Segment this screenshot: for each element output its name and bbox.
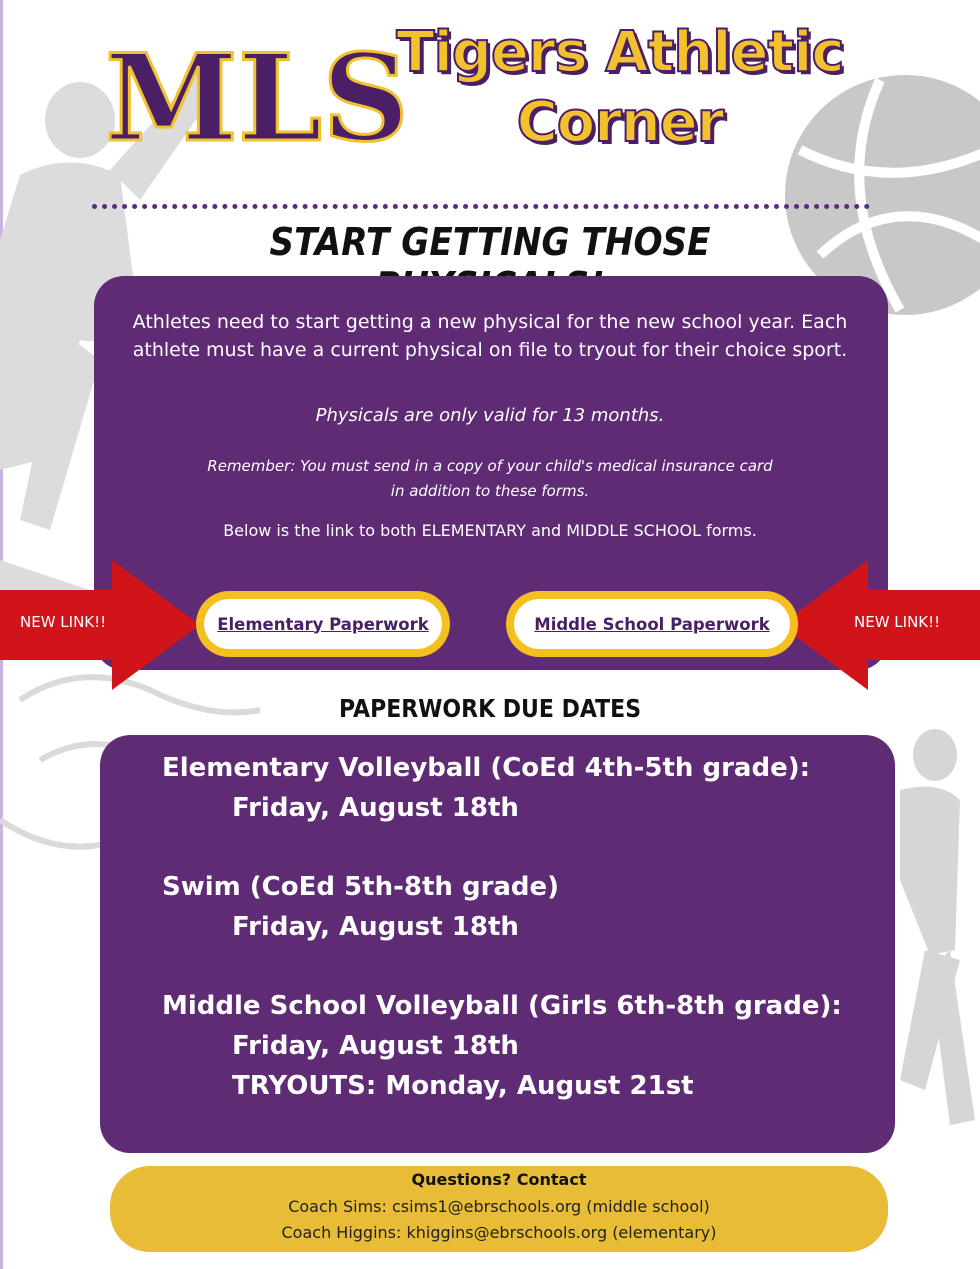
logo-text: MLS (105, 28, 409, 169)
due-dates-heading: PAPERWORK DUE DATES (338, 694, 642, 723)
info-paragraph-2: Physicals are only valid for 13 months. (315, 405, 665, 426)
page-title (370, 18, 870, 158)
middle-school-paperwork-button[interactable] (506, 591, 798, 657)
due-item-tryouts: TRYOUTS: Monday, August 21st (232, 1071, 694, 1101)
due-item-sport: Elementary Volleyball (CoEd 4th-5th grade): (162, 753, 810, 783)
due-item-sport: Middle School Volleyball (Girls 6th-8th grade): (162, 991, 842, 1021)
title-line-1: Tigers Athletic (396, 20, 844, 85)
runner-silhouette (900, 729, 975, 1125)
elementary-paperwork-button[interactable] (196, 591, 450, 657)
info-paragraph-4: Below is the link to both ELEMENTARY and MIDDLE SCHOOL forms. (223, 521, 757, 540)
title-line-2: Corner (516, 90, 724, 155)
new-link-label-right: NEW LINK!! (854, 613, 941, 631)
contact-heading: Questions? Contact (411, 1170, 587, 1189)
mls-logo (100, 20, 409, 195)
due-item-date: Friday, August 18th (232, 912, 519, 942)
info-paragraph-3: Remember: You must send in a copy of your child's medical insurance card in addition to these forms. (207, 457, 773, 500)
dotted-divider (92, 204, 870, 209)
due-item-sport: Swim (CoEd 5th-8th grade) (162, 872, 560, 902)
due-item-date: Friday, August 18th (232, 1031, 519, 1061)
contact-line-higgins: Coach Higgins: khiggins@ebrschools.org (elementary) (281, 1223, 717, 1242)
middle-school-paperwork-link[interactable]: Middle School Paperwork (514, 599, 790, 649)
headline: START GETTING THOSE (269, 220, 711, 264)
info-paragraph-1: Athletes need to start getting a new physical for the new school year. Each athlete must have a current physical on file to tryout for their choice sport. (132, 311, 848, 361)
contact-line-sims: Coach Sims: csims1@ebrschools.org (middle school) (288, 1197, 710, 1216)
new-link-label-left: NEW LINK!! (20, 613, 107, 631)
elementary-paperwork-link[interactable]: Elementary Paperwork (204, 599, 442, 649)
due-item-date: Friday, August 18th (232, 793, 519, 823)
